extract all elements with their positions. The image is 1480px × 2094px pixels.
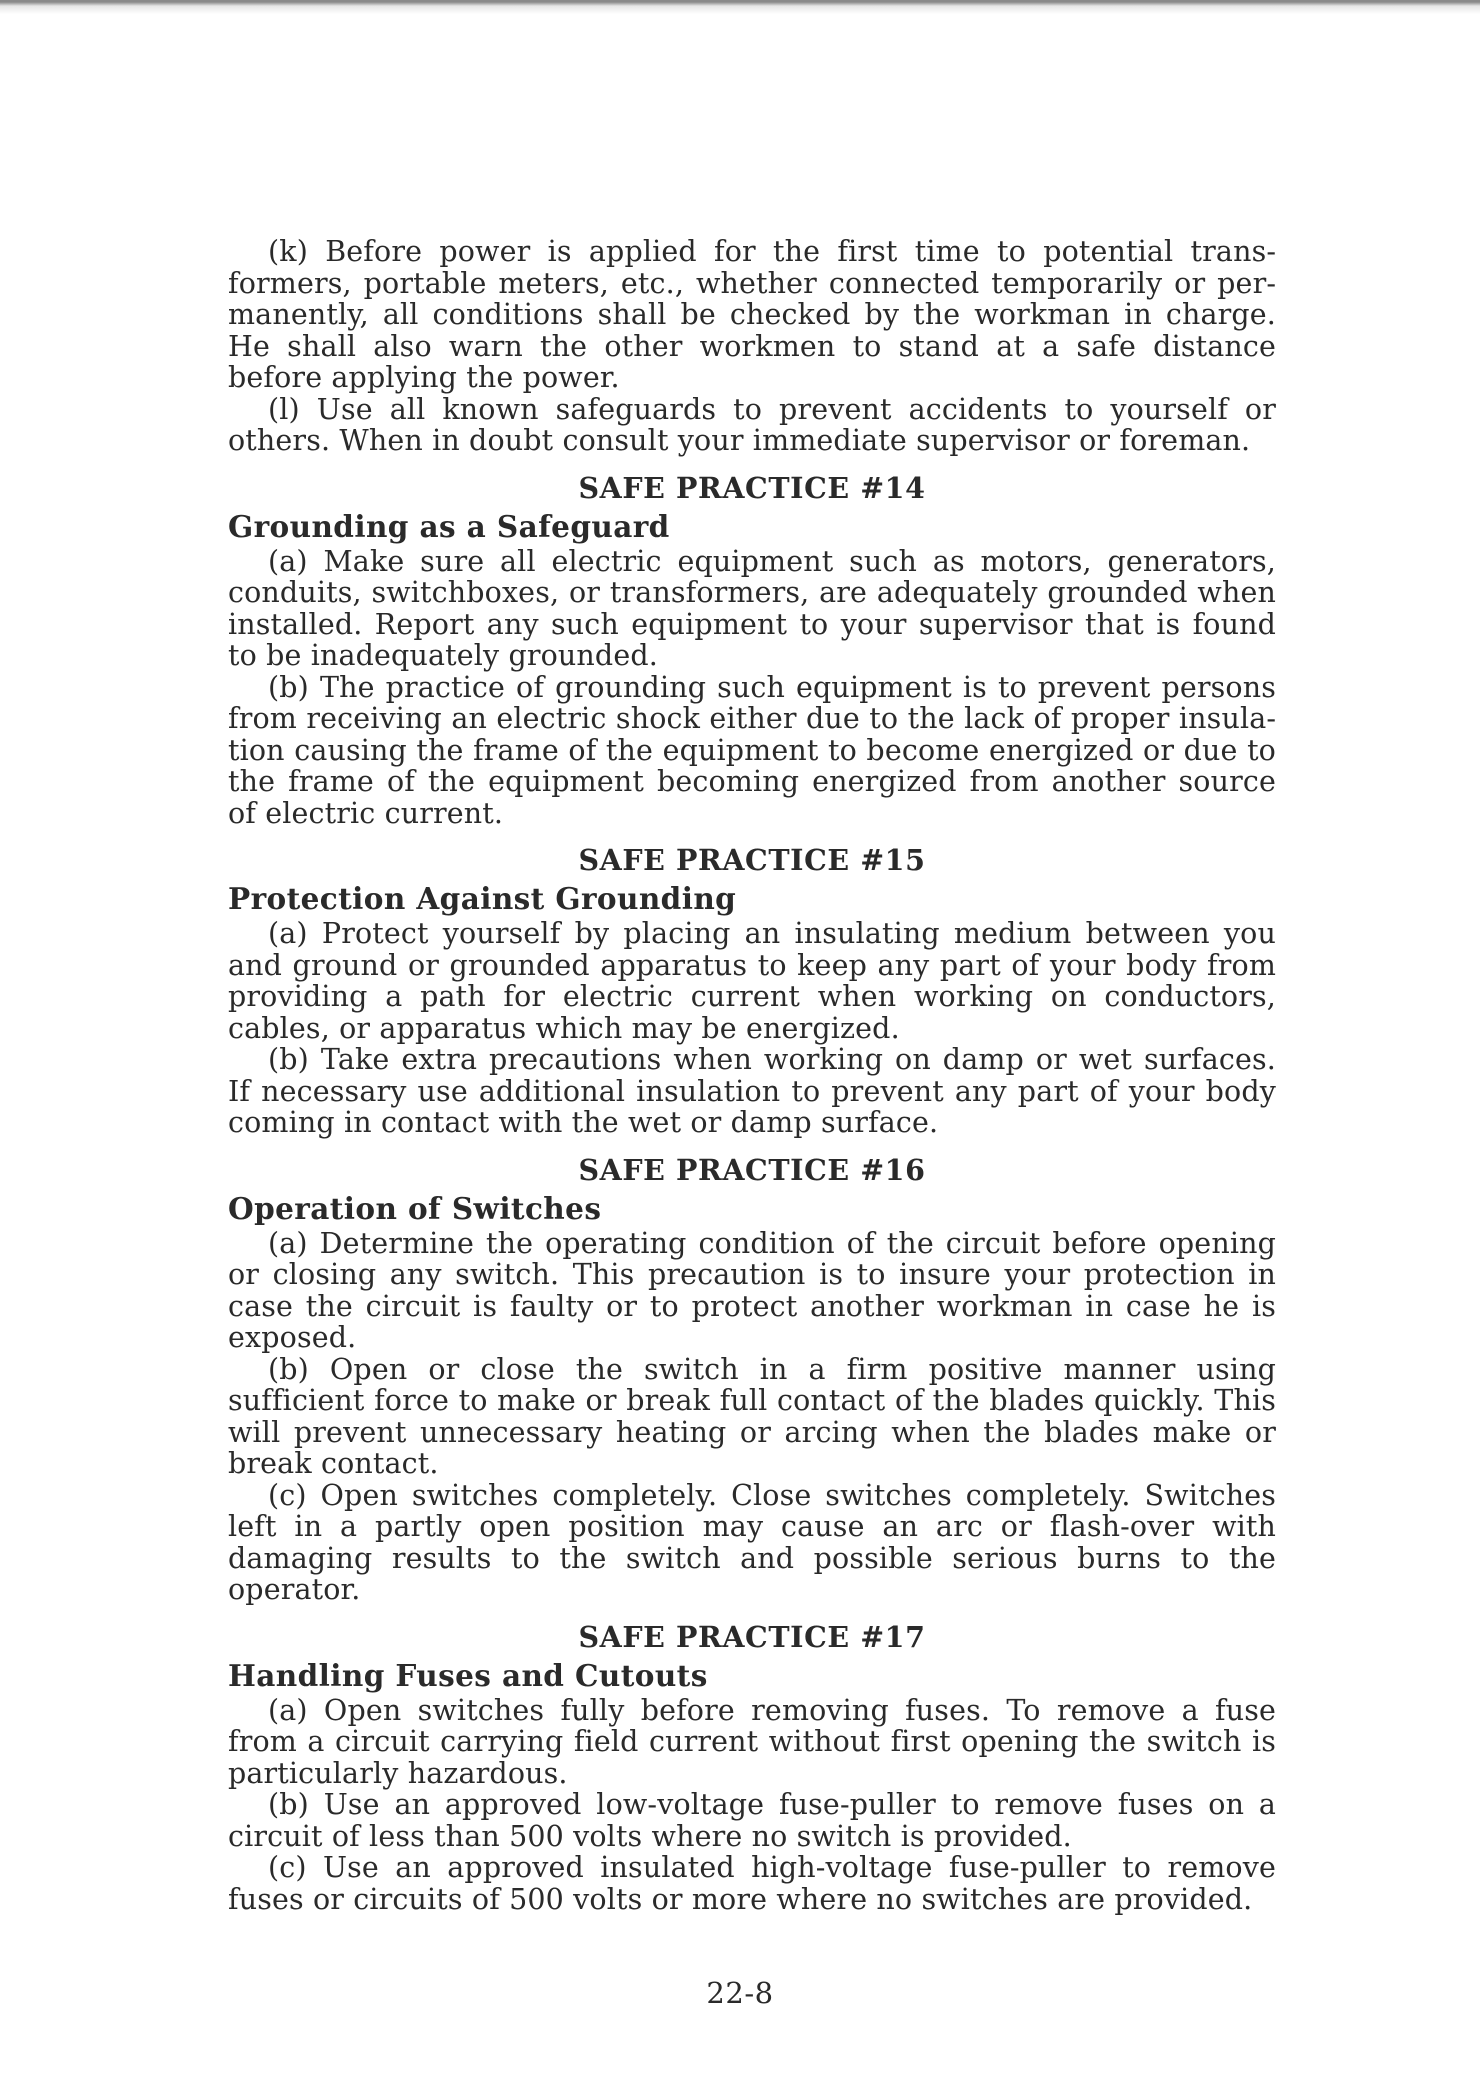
section-heading: SAFE PRACTICE #14 xyxy=(578,470,926,505)
page-body xyxy=(228,236,1276,1915)
section-paragraph: (b) Take extra precautions when working on damp or wet surfaces. If necessary use additional insulation to prevent any part of your body coming in contact with the wet or damp surface. xyxy=(228,1043,1276,1139)
section-safe-practice-15 xyxy=(228,829,1276,1139)
section-safe-practice-14 xyxy=(228,457,1276,830)
section-subheading: Protection Against Grounding xyxy=(228,881,737,916)
section-safe-practice-17 xyxy=(228,1606,1276,1916)
section-subheading: Handling Fuses and Cutouts xyxy=(228,1657,708,1693)
section-paragraph: (a) Open switches fully before removing fuses. To remove a fuse from a circuit carrying field current without first opening the switch is particularly hazardous. xyxy=(228,1693,1276,1790)
section-paragraph: (a) Make sure all electric equipment such as motors, generators, conduits, switchboxes, or transformers, are adequately grounded when installed. Report any such equipment to your supervisor that is found to be inadequately grounded. xyxy=(228,544,1276,672)
section-paragraph: (c) Open switches completely. Close switches completely. Switches left in a partly open position may cause an arc or flash-over with damaging results to the switch and possible serious burns to the operator. xyxy=(228,1478,1276,1606)
section-heading: SAFE PRACTICE #16 xyxy=(578,1152,926,1187)
section-paragraph: (b) Open or close the switch in a firm positive manner using sufficient force to make or break full contact of the blades quickly. This will prevent unnecessary heating or arcing when the blades make or break contact. xyxy=(228,1352,1276,1480)
section-paragraph: (b) Use an approved low-voltage fuse-puller to remove fuses on a circuit of less than 500 volts where no switch is provided. xyxy=(228,1788,1276,1853)
section-paragraph: (a) Protect yourself by placing an insulating medium between you and ground or grounded apparatus to keep any part of your body from providing a path for electric current when working on conductors, cables, or apparatus which may be energized. xyxy=(228,917,1276,1045)
paragraph-k: (k) Before power is applied for the first time to potential transformers, portable meters, etc., whether connected temporarily or permanently, all conditions shall be checked by the workman in charge. He shall also warn the other workmen to stand at a safe distance before applying the power. xyxy=(228,235,1276,394)
section-paragraph: (c) Use an approved insulated high-voltage fuse-puller to remove fuses or circuits of 500 volts or more where no switches are provided. xyxy=(228,1851,1276,1916)
section-subheading: Grounding as a Safeguard xyxy=(228,508,670,544)
section-safe-practice-16 xyxy=(228,1139,1276,1606)
paragraph-l: (l) Use all known safeguards to prevent accidents to yourself or others. When in doubt consult your immediate supervisor or foreman. xyxy=(228,392,1276,457)
section-paragraph: (b) The practice of grounding such equipment is to prevent persons from receiving an electric shock either due to the lack of proper insulation causing the frame of the equipment to become energized or due to the frame of the equipment becoming energized from another source of electric current. xyxy=(228,670,1276,830)
section-paragraph: (a) Determine the operating condition of the circuit before opening or closing any switch. This precaution is to insure your protection in case the circuit is faulty or to protect another workman in case he is exposed. xyxy=(228,1226,1276,1354)
scan-top-edge xyxy=(0,0,1480,14)
page-number: 22-8 xyxy=(706,1976,774,2010)
section-subheading: Operation of Switches xyxy=(228,1190,602,1226)
section-heading: SAFE PRACTICE #15 xyxy=(578,843,926,877)
section-heading: SAFE PRACTICE #17 xyxy=(578,1619,926,1654)
